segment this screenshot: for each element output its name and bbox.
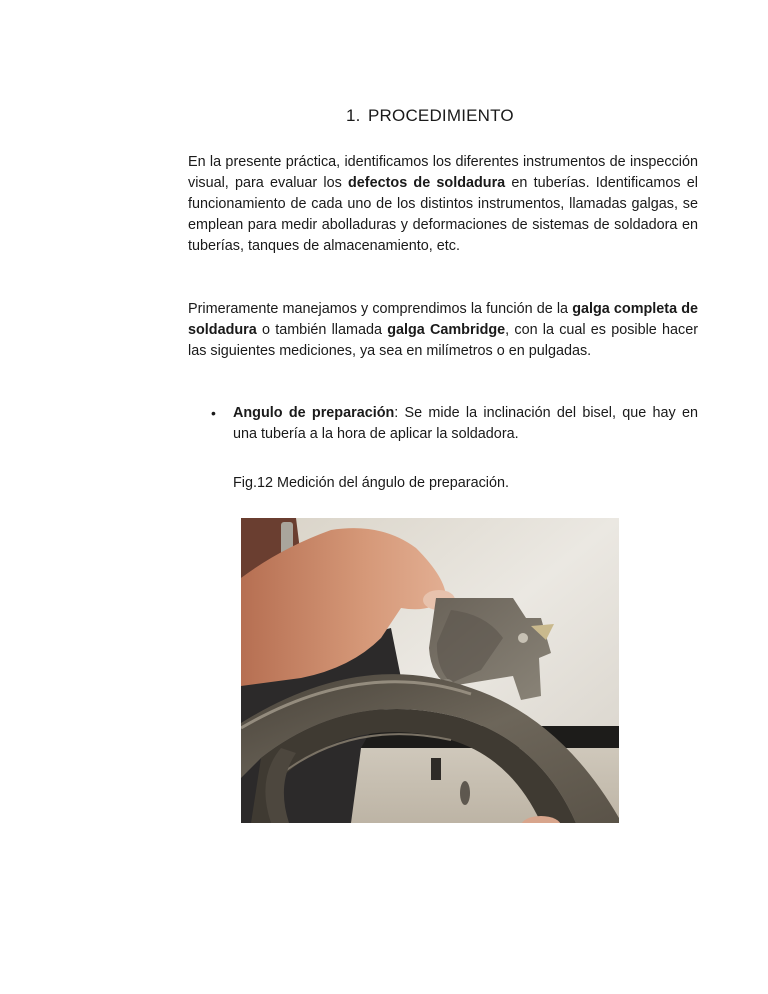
figure-photo — [241, 518, 619, 823]
section-title: PROCEDIMIENTO — [368, 106, 514, 125]
intro-bold-defectos: defectos de soldadura — [348, 175, 506, 191]
bullet-text — [233, 403, 698, 445]
galga-bold-cambridge: galga Cambridge — [387, 322, 506, 338]
galga-text-2: o también llamada — [256, 322, 388, 338]
intro-text-1: En la presente práctica, identificamos los diferentes instrumentos de inspección visual, para evaluar los — [188, 154, 698, 191]
galga-text-1: Primeramente manejamos y comprendimos la función de la — [188, 301, 573, 317]
bullet-marker: • — [211, 405, 216, 421]
bullet-description: : Se mide la inclinación del bisel, que hay en una tubería a la hora de aplicar la soldadora. — [233, 405, 698, 442]
intro-paragraph — [188, 152, 698, 257]
figure-caption: Fig.12 Medición del ángulo de preparación. — [233, 475, 510, 491]
galga-paragraph — [188, 299, 698, 362]
galga-bold-completa: galga completa de soldadura — [188, 301, 699, 338]
photo-illustration — [241, 518, 619, 823]
galga-text-3: , con la cual es posible hacer las siguientes mediciones, ya sea en milímetros o en pulgadas. — [188, 322, 699, 359]
section-number: 1. — [346, 106, 361, 125]
bullet-bold-term: Angulo de preparación — [233, 405, 395, 421]
intro-text-2: en tuberías. Identificamos el funcionamiento de cada uno de los distintos instrumentos, llamadas galgas, se emplean para medir abolladuras y deformaciones de sistemas de soldadora en tuberías, tanques de almacenamiento, etc. — [188, 175, 698, 254]
